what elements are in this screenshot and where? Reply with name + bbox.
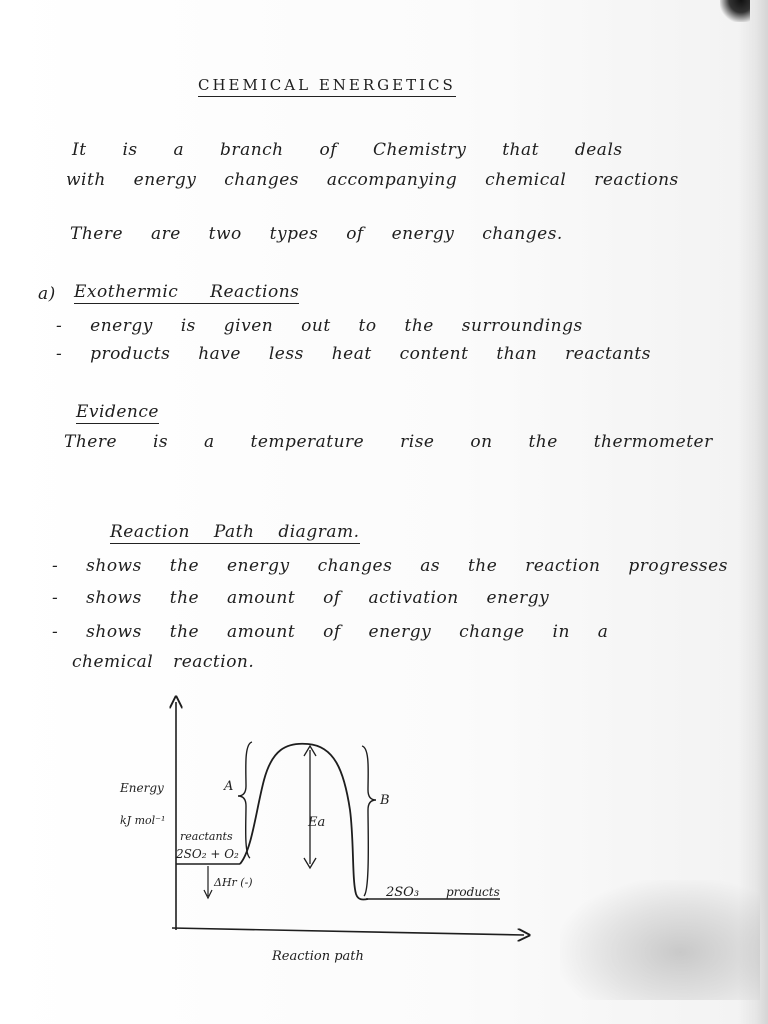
reaction-path-point-1: - shows the energy changes as the reaction progresses <box>52 556 728 576</box>
reactants-formula: 2SO₂ + O₂ <box>176 847 239 861</box>
x-axis-label: Reaction path <box>272 949 364 964</box>
label-delta-h: ΔHr (-) <box>214 876 253 889</box>
label-a: A <box>224 779 234 794</box>
exothermic-heading: Exothermic Reactions <box>74 282 300 302</box>
reaction-path-diagram <box>100 690 560 984</box>
scan-smudge <box>560 880 760 1000</box>
exothermic-marker: a) <box>38 284 56 304</box>
intro-line-3: There are two types of energy changes. <box>70 224 563 244</box>
products-label: products <box>446 885 500 899</box>
intro-line-2: with energy changes accompanying chemical reactions <box>66 170 679 190</box>
y-axis-label-1: Energy <box>120 781 164 795</box>
reaction-path-point-2: - shows the amount of activation energy <box>52 588 550 608</box>
energy-curve <box>240 744 368 900</box>
y-axis-label-2: kJ mol⁻¹ <box>120 814 166 827</box>
reactants-label: reactants <box>180 830 233 843</box>
label-ea: Ea <box>308 815 326 830</box>
label-b: B <box>380 793 390 808</box>
reaction-path-heading: Reaction Path diagram. <box>110 522 360 542</box>
evidence-text: There is a temperature rise on the thermometer <box>64 432 713 452</box>
x-axis <box>172 928 524 935</box>
reaction-path-svg <box>100 690 560 980</box>
exothermic-point-2: - products have less heat content than reactants <box>56 344 651 364</box>
brace-b <box>362 746 376 896</box>
exothermic-point-1: - energy is given out to the surroundings <box>56 316 583 336</box>
evidence-heading: Evidence <box>76 402 159 422</box>
page-corner-mark <box>720 0 750 22</box>
page-title: CHEMICAL ENERGETICS <box>198 76 456 97</box>
products-formula: 2SO₃ <box>386 885 420 900</box>
reaction-path-point-3-cont: chemical reaction. <box>72 652 255 672</box>
page-edge-shadow <box>738 0 768 1024</box>
intro-line-1: It is a branch of Chemistry that deals <box>72 140 623 160</box>
reaction-path-point-3: - shows the amount of energy change in a <box>52 622 609 642</box>
